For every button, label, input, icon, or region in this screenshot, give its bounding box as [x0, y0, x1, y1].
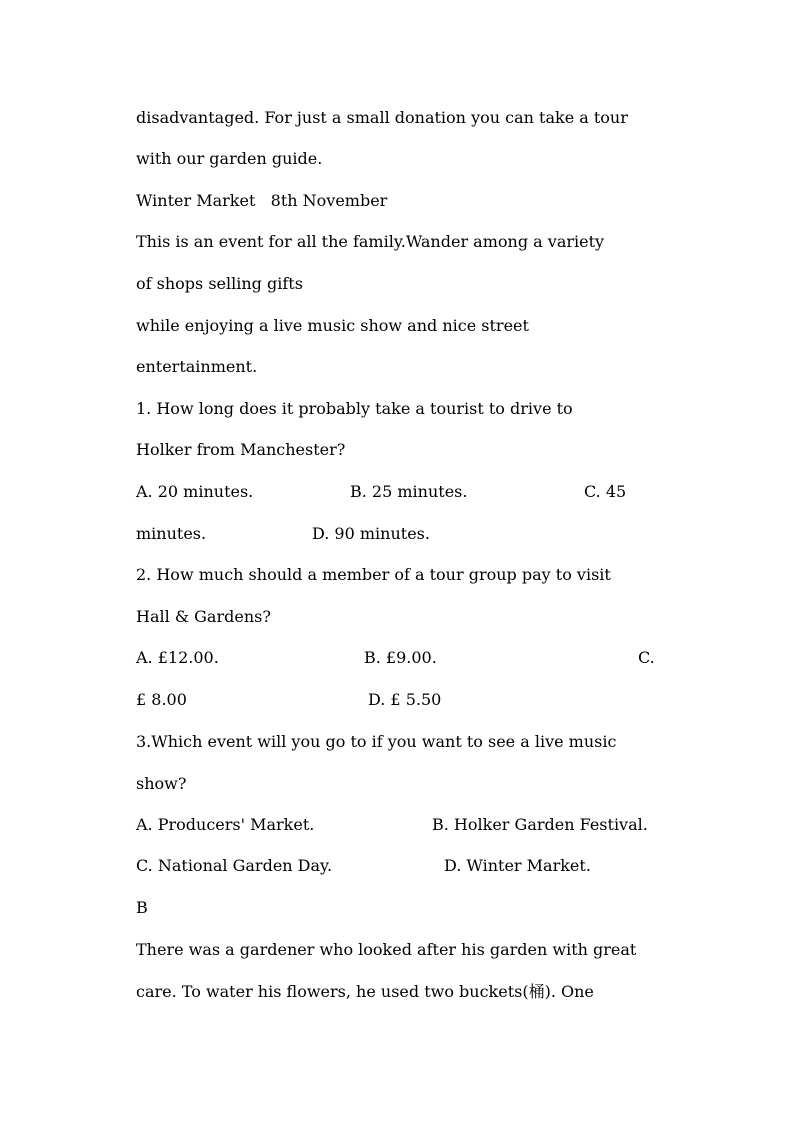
text-line: entertainment. — [136, 357, 258, 376]
option-b: B. £9.00. — [364, 648, 437, 667]
question-3-stem: show? — [136, 774, 187, 793]
option-b: B. Holker Garden Festival. — [432, 815, 648, 834]
text-line: disadvantaged. For just a small donation you can take a tour — [136, 108, 628, 127]
option-c-continued: £ 8.00 — [136, 690, 187, 709]
option-a: A. 20 minutes. — [136, 482, 254, 501]
option-c-continued: minutes. — [136, 524, 207, 543]
question-2-options-row — [136, 646, 658, 670]
question-1-options-row — [136, 480, 658, 504]
question-1-options-row — [136, 522, 658, 546]
option-d: D. £ 5.50 — [368, 690, 442, 709]
option-a: A. Producers' Market. — [136, 815, 315, 834]
text-line: This is an event for all the family.Wander among a variety — [136, 232, 605, 251]
question-2-stem: 2. How much should a member of a tour group pay to visit — [136, 565, 611, 584]
option-c: C. 45 — [584, 482, 627, 501]
option-b: B. 25 minutes. — [350, 482, 468, 501]
text-line: care. To water his flowers, he used two buckets(桶). One — [136, 982, 594, 1001]
question-3-stem: 3.Which event will you go to if you want to see a live music — [136, 732, 617, 751]
option-c: C. — [638, 648, 655, 667]
event-heading: Winter Market 8th November — [136, 191, 388, 210]
text-line: with our garden guide. — [136, 149, 323, 168]
option-c: C. National Garden Day. — [136, 856, 333, 875]
question-2-stem: Hall & Gardens? — [136, 607, 271, 626]
question-1-stem: Holker from Manchester? — [136, 440, 346, 459]
text-line: while enjoying a live music show and nice street — [136, 316, 529, 335]
text-line: of shops selling gifts — [136, 274, 303, 293]
option-d: D. Winter Market. — [444, 856, 591, 875]
option-a: A. £12.00. — [136, 648, 219, 667]
text-line: There was a gardener who looked after his garden with great — [136, 940, 637, 959]
section-label: B — [136, 898, 148, 917]
question-1-stem: 1. How long does it probably take a tourist to drive to — [136, 399, 573, 418]
question-2-options-row — [136, 688, 658, 712]
option-d: D. 90 minutes. — [312, 524, 430, 543]
question-3-options-row — [136, 813, 658, 837]
question-3-options-row — [136, 854, 658, 878]
